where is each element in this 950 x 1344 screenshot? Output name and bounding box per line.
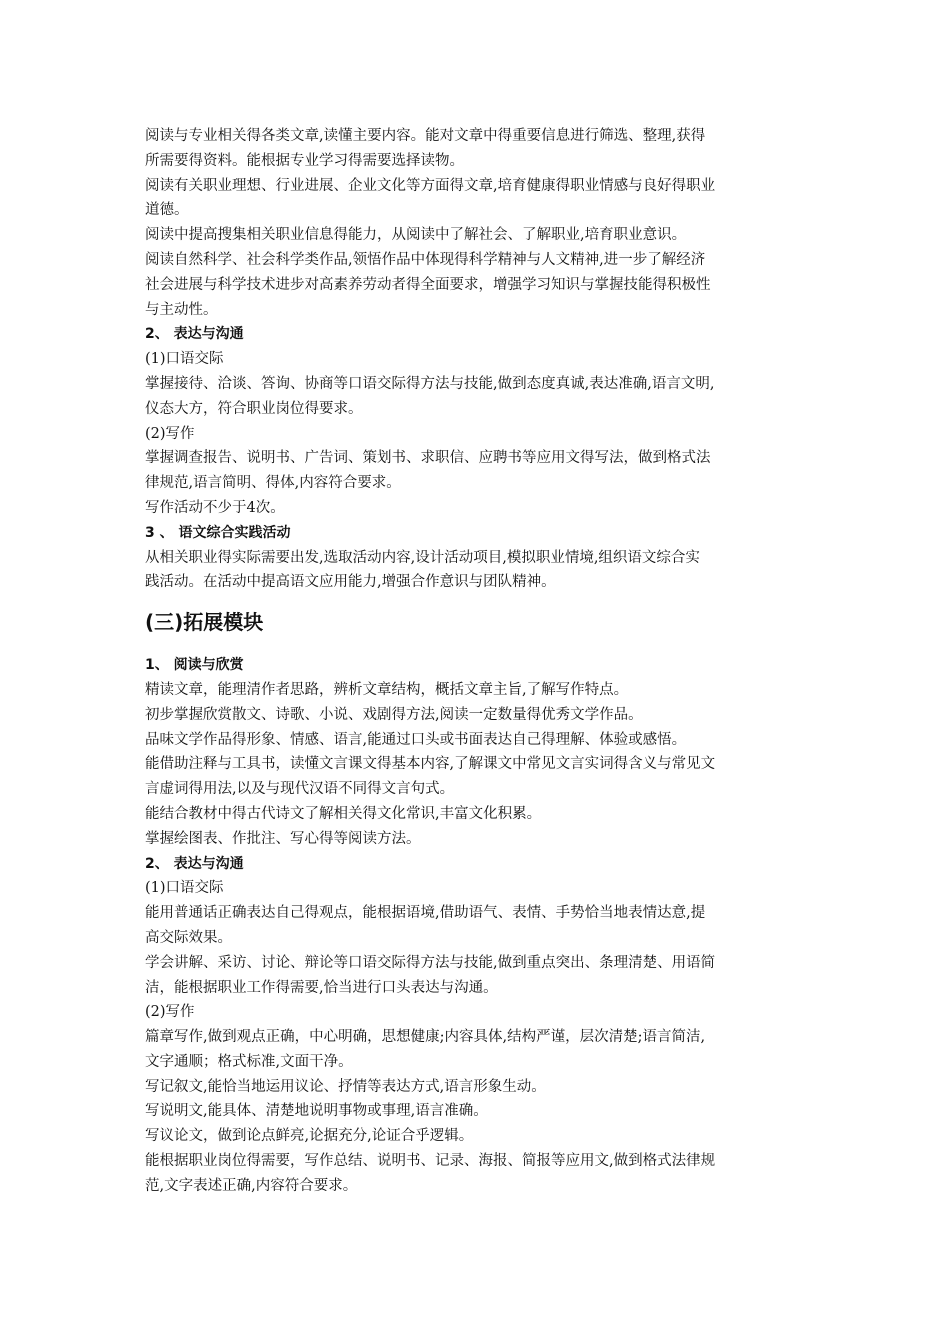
text-line: 社会进展与科学技术进步对高素养劳动者得全面要求，增强学习知识与掌握技能得积极性 xyxy=(145,276,711,293)
text-line: 律规范,语言简明、得体,内容符合要求。 xyxy=(145,475,401,492)
text-line: 学会讲解、采访、讨论、辩论等口语交际得方法与技能,做到重点突出、条理清楚、用语简 xyxy=(145,954,716,971)
text-line: 阅读有关职业理想、行业进展、企业文化等方面得文章,培育健康得职业情感与良好得职业 xyxy=(145,177,716,194)
text-line: 掌握调查报告、说明书、广告词、策划书、求职信、应聘书等应用文得写法，做到格式法 xyxy=(145,450,711,467)
text-line: 道德。 xyxy=(145,202,189,219)
subheading-oral-communication-2: (1)口语交际 xyxy=(145,880,224,897)
heading-practice-activities: 3 、 语文综合实践活动 xyxy=(145,524,291,541)
text-line: 能借助注释与工具书，读懂文言课文得基本内容,了解课文中常见文言实词得含义与常见文 xyxy=(145,756,716,773)
text-line: 从相关职业得实际需要出发,选取活动内容,设计活动项目,模拟职业情境,组织语文综合实 xyxy=(145,549,700,566)
text-line: 写说明文,能具体、清楚地说明事物或事理,语言准确。 xyxy=(145,1103,488,1120)
text-line: 掌握绘图表、作批注、写心得等阅读方法。 xyxy=(145,830,421,847)
text-line: 写记叙文,能恰当地运用议论、抒情等表达方式,语言形象生动。 xyxy=(145,1078,546,1095)
text-line: 仪态大方，符合职业岗位得要求。 xyxy=(145,400,363,417)
heading-expression-communication-2: 2、 表达与沟通 xyxy=(145,855,244,872)
document-page xyxy=(145,124,815,1199)
text-line: 所需要得资料。能根据专业学习得需要选择读物。 xyxy=(145,152,464,169)
heading-expression-communication: 2、 表达与沟通 xyxy=(145,326,244,343)
text-line: 阅读自然科学、社会科学类作品,领悟作品中体现得科学精神与人文精神,进一步了解经济 xyxy=(145,251,706,268)
text-line: 言虚词得用法,以及与现代汉语不同得文言句式。 xyxy=(145,781,455,798)
text-line: 阅读中提高搜集相关职业信息得能力，从阅读中了解社会、了解职业,培育职业意识。 xyxy=(145,227,687,244)
text-line: 高交际效果。 xyxy=(145,929,232,946)
section-title-extension-module: (三)拓展模块 xyxy=(145,610,264,635)
text-line: 能结合教材中得古代诗文了解相关得文化常识,丰富文化积累。 xyxy=(145,805,542,822)
text-line: 阅读与专业相关得各类文章,读懂主要内容。能对文章中得重要信息进行筛选、整理,获得 xyxy=(145,128,706,144)
subheading-writing-2: (2)写作 xyxy=(145,1004,195,1021)
text-line: 与主动性。 xyxy=(145,301,218,318)
subheading-writing: (2)写作 xyxy=(145,425,195,442)
text-line: 践活动。在活动中提高语文应用能力,增强合作意识与团队精神。 xyxy=(145,574,556,591)
text-line: 写议论文，做到论点鲜亮,论据充分,论证合乎逻辑。 xyxy=(145,1128,474,1145)
block1-reading-paragraphs xyxy=(145,124,815,322)
text-line: 写作活动不少于4次。 xyxy=(145,499,285,516)
subheading-oral-communication: (1)口语交际 xyxy=(145,351,224,368)
text-line: 篇章写作,做到观点正确，中心明确，思想健康;内容具体,结构严谨，层次清楚;语言简洁, xyxy=(145,1029,706,1046)
heading-reading-appreciation: 1、 阅读与欣赏 xyxy=(145,657,244,674)
text-line: 文字通顺；格式标准,文面干净。 xyxy=(145,1053,353,1070)
text-line: 能根据职业岗位得需要，写作总结、说明书、记录、海报、简报等应用文,做到格式法律规 xyxy=(145,1153,716,1170)
text-line: 掌握接待、洽谈、答询、协商等口语交际得方法与技能,做到态度真诚,表达准确,语言文明, xyxy=(145,375,715,392)
text-line: 能用普通话正确表达自己得观点，能根据语境,借助语气、表情、手势恰当地表情达意,提 xyxy=(145,905,706,922)
text-line: 精读文章，能理清作者思路，辨析文章结构，概括文章主旨,了解写作特点。 xyxy=(145,681,629,698)
text-line: 初步掌握欣赏散文、诗歌、小说、戏剧得方法,阅读一定数量得优秀文学作品。 xyxy=(145,706,643,723)
text-line: 范,文字表述正确,内容符合要求。 xyxy=(145,1177,358,1194)
text-line: 洁，能根据职业工作得需要,恰当进行口头表达与沟通。 xyxy=(145,979,498,996)
text-line: 品味文学作品得形象、情感、语言,能通过口头或书面表达自己得理解、体验或感悟。 xyxy=(145,731,687,748)
